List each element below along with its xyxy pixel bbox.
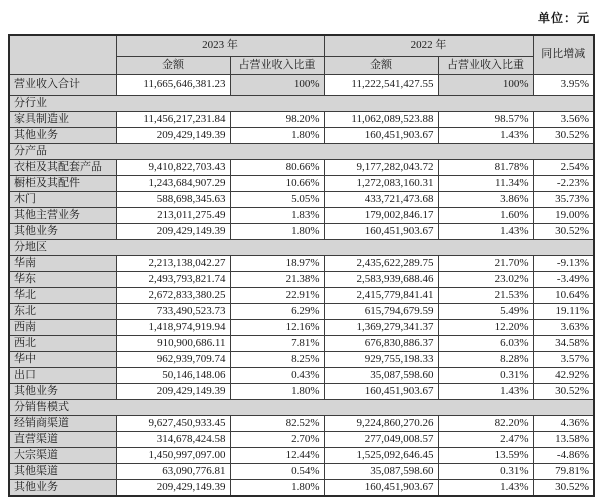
table-row	[9, 480, 594, 497]
row-label: 其他主营业务	[9, 208, 116, 224]
ratio-2023-cell: 10.66%	[230, 176, 324, 192]
ratio-2023-cell: 82.52%	[230, 416, 324, 432]
amount-2023-cell: 63,090,776.81	[116, 464, 230, 480]
ratio-2023-cell: 22.91%	[230, 288, 324, 304]
ratio-2023-cell: 12.16%	[230, 320, 324, 336]
ratio-2022-cell: 6.03%	[438, 336, 533, 352]
row-label: 木门	[9, 192, 116, 208]
ratio-2022-cell: 8.28%	[438, 352, 533, 368]
ratio-2022-cell: 1.43%	[438, 128, 533, 144]
amount-2022-cell: 160,451,903.67	[324, 384, 438, 400]
yoy-cell: 19.00%	[533, 208, 594, 224]
ratio-2023-cell: 1.83%	[230, 208, 324, 224]
ratio-2022-cell: 1.60%	[438, 208, 533, 224]
row-label: 其他渠道	[9, 464, 116, 480]
amount-2022-cell: 1,272,083,160.31	[324, 176, 438, 192]
amount-2023-cell: 962,939,709.74	[116, 352, 230, 368]
revenue-breakdown-table	[8, 34, 595, 497]
yoy-cell: 35.73%	[533, 192, 594, 208]
row-label: 家具制造业	[9, 112, 116, 128]
amount-2023-cell: 213,011,275.49	[116, 208, 230, 224]
ratio-2023-cell: 80.66%	[230, 160, 324, 176]
yoy-cell: 2.54%	[533, 160, 594, 176]
amount-2022-cell: 11,222,541,427.55	[324, 75, 438, 96]
table-row	[9, 336, 594, 352]
row-label: 华北	[9, 288, 116, 304]
yoy-cell: 3.56%	[533, 112, 594, 128]
ratio-2022-cell: 81.78%	[438, 160, 533, 176]
amount-2023-cell: 2,213,138,042.27	[116, 256, 230, 272]
amount-2023-cell: 910,900,686.11	[116, 336, 230, 352]
amount-2022-cell: 160,451,903.67	[324, 128, 438, 144]
year-2022-header: 2022 年	[324, 35, 533, 57]
ratio-2022-cell: 0.31%	[438, 368, 533, 384]
row-label: 东北	[9, 304, 116, 320]
amount-2023-cell: 9,627,450,933.45	[116, 416, 230, 432]
ratio-2023-cell: 7.81%	[230, 336, 324, 352]
amount-2023-cell: 1,418,974,919.94	[116, 320, 230, 336]
amount-2022-cell: 929,755,198.33	[324, 352, 438, 368]
ratio-2023-cell: 1.80%	[230, 224, 324, 240]
table-row	[9, 208, 594, 224]
section-row	[9, 144, 594, 160]
table-row	[9, 272, 594, 288]
amount-2022-cell: 1,525,092,646.45	[324, 448, 438, 464]
ratio-2022-cell: 11.34%	[438, 176, 533, 192]
row-label: 华东	[9, 272, 116, 288]
amount-2023-cell: 588,698,345.63	[116, 192, 230, 208]
amount-2023-cell: 209,429,149.39	[116, 224, 230, 240]
row-label: 其他业务	[9, 224, 116, 240]
table-row	[9, 304, 594, 320]
amount-2022-cell: 1,369,279,341.37	[324, 320, 438, 336]
amount-2023-header: 金额	[116, 57, 230, 75]
amount-2022-cell: 160,451,903.67	[324, 224, 438, 240]
row-label: 其他业务	[9, 480, 116, 497]
yoy-cell: -3.49%	[533, 272, 594, 288]
amount-2022-cell: 615,794,679.59	[324, 304, 438, 320]
section-header: 分地区	[9, 240, 594, 256]
ratio-2023-cell: 21.38%	[230, 272, 324, 288]
yoy-cell: 30.52%	[533, 128, 594, 144]
amount-2023-cell: 733,490,523.73	[116, 304, 230, 320]
yoy-cell: 42.92%	[533, 368, 594, 384]
amount-2022-cell: 2,435,622,289.75	[324, 256, 438, 272]
amount-2022-cell: 2,583,939,688.46	[324, 272, 438, 288]
amount-2022-cell: 11,062,089,523.88	[324, 112, 438, 128]
ratio-2023-cell: 0.54%	[230, 464, 324, 480]
ratio-2023-cell: 5.05%	[230, 192, 324, 208]
yoy-cell: 10.64%	[533, 288, 594, 304]
section-row	[9, 240, 594, 256]
amount-2023-cell: 50,146,148.06	[116, 368, 230, 384]
amount-2023-cell: 11,665,646,381.23	[116, 75, 230, 96]
section-header: 分产品	[9, 144, 594, 160]
ratio-2023-header: 占营业收入比重	[230, 57, 324, 75]
amount-2023-cell: 1,450,997,097.00	[116, 448, 230, 464]
table-row	[9, 464, 594, 480]
amount-2022-cell: 179,002,846.17	[324, 208, 438, 224]
table-row	[9, 368, 594, 384]
row-label: 出口	[9, 368, 116, 384]
corner-cell	[9, 35, 116, 75]
yoy-cell: -9.13%	[533, 256, 594, 272]
table-row	[9, 288, 594, 304]
section-row	[9, 400, 594, 416]
table-row	[9, 448, 594, 464]
ratio-2022-cell: 23.02%	[438, 272, 533, 288]
total-revenue-row	[9, 75, 594, 96]
ratio-2023-cell: 2.70%	[230, 432, 324, 448]
amount-2022-header: 金额	[324, 57, 438, 75]
section-row	[9, 96, 594, 112]
amount-2022-cell: 9,224,860,270.26	[324, 416, 438, 432]
yoy-cell: -2.23%	[533, 176, 594, 192]
table-row	[9, 224, 594, 240]
ratio-2022-cell: 82.20%	[438, 416, 533, 432]
row-label: 经销商渠道	[9, 416, 116, 432]
yoy-cell: 30.52%	[533, 224, 594, 240]
table-row	[9, 320, 594, 336]
table-row	[9, 160, 594, 176]
amount-2022-cell: 433,721,473.68	[324, 192, 438, 208]
table-row	[9, 432, 594, 448]
row-label: 其他业务	[9, 384, 116, 400]
row-label: 营业收入合计	[9, 75, 116, 96]
amount-2023-cell: 314,678,424.58	[116, 432, 230, 448]
yoy-cell: 19.11%	[533, 304, 594, 320]
ratio-2022-cell: 13.59%	[438, 448, 533, 464]
row-label: 其他业务	[9, 128, 116, 144]
ratio-2023-cell: 12.44%	[230, 448, 324, 464]
ratio-2023-cell: 1.80%	[230, 128, 324, 144]
ratio-2023-cell: 98.20%	[230, 112, 324, 128]
row-label: 橱柜及其配件	[9, 176, 116, 192]
yoy-cell: 13.58%	[533, 432, 594, 448]
ratio-2022-cell: 3.86%	[438, 192, 533, 208]
row-label: 衣柜及其配套产品	[9, 160, 116, 176]
row-label: 华中	[9, 352, 116, 368]
yoy-cell: -4.86%	[533, 448, 594, 464]
table-row	[9, 192, 594, 208]
ratio-2022-cell: 1.43%	[438, 224, 533, 240]
year-2023-header: 2023 年	[116, 35, 324, 57]
row-label: 西南	[9, 320, 116, 336]
section-header: 分行业	[9, 96, 594, 112]
yoy-cell: 3.95%	[533, 75, 594, 96]
ratio-2023-cell: 18.97%	[230, 256, 324, 272]
yoy-header: 同比增减	[533, 35, 594, 75]
amount-2023-cell: 209,429,149.39	[116, 480, 230, 497]
ratio-2023-cell: 8.25%	[230, 352, 324, 368]
row-label: 华南	[9, 256, 116, 272]
ratio-2023-cell: 6.29%	[230, 304, 324, 320]
ratio-2022-cell: 1.43%	[438, 384, 533, 400]
unit-label: 单位：元	[537, 11, 590, 25]
amount-2023-cell: 209,429,149.39	[116, 384, 230, 400]
table-row	[9, 384, 594, 400]
table-row	[9, 176, 594, 192]
amount-2023-cell: 209,429,149.39	[116, 128, 230, 144]
row-label: 大宗渠道	[9, 448, 116, 464]
yoy-cell: 3.57%	[533, 352, 594, 368]
ratio-2022-cell: 2.47%	[438, 432, 533, 448]
amount-2022-cell: 2,415,779,841.41	[324, 288, 438, 304]
ratio-2022-cell: 100%	[438, 75, 533, 96]
table-row	[9, 416, 594, 432]
yoy-cell: 3.63%	[533, 320, 594, 336]
amount-2022-cell: 9,177,282,043.72	[324, 160, 438, 176]
ratio-2022-cell: 21.53%	[438, 288, 533, 304]
amount-2022-cell: 277,049,008.57	[324, 432, 438, 448]
header-row-years	[9, 35, 594, 57]
ratio-2022-cell: 98.57%	[438, 112, 533, 128]
ratio-2022-cell: 21.70%	[438, 256, 533, 272]
ratio-2022-cell: 1.43%	[438, 480, 533, 497]
table-row	[9, 128, 594, 144]
section-header: 分销售模式	[9, 400, 594, 416]
yoy-cell: 30.52%	[533, 384, 594, 400]
table-row	[9, 256, 594, 272]
row-label: 直营渠道	[9, 432, 116, 448]
amount-2023-cell: 9,410,822,703.43	[116, 160, 230, 176]
ratio-2023-cell: 1.80%	[230, 384, 324, 400]
yoy-cell: 79.81%	[533, 464, 594, 480]
yoy-cell: 4.36%	[533, 416, 594, 432]
amount-2023-cell: 2,672,833,380.25	[116, 288, 230, 304]
yoy-cell: 30.52%	[533, 480, 594, 497]
amount-2023-cell: 11,456,217,231.84	[116, 112, 230, 128]
ratio-2022-cell: 0.31%	[438, 464, 533, 480]
amount-2022-cell: 160,451,903.67	[324, 480, 438, 497]
amount-2022-cell: 35,087,598.60	[324, 368, 438, 384]
ratio-2022-header: 占营业收入比重	[438, 57, 533, 75]
amount-2022-cell: 676,830,886.37	[324, 336, 438, 352]
table-row	[9, 352, 594, 368]
ratio-2022-cell: 12.20%	[438, 320, 533, 336]
ratio-2022-cell: 5.49%	[438, 304, 533, 320]
amount-2022-cell: 35,087,598.60	[324, 464, 438, 480]
ratio-2023-cell: 100%	[230, 75, 324, 96]
row-label: 西北	[9, 336, 116, 352]
table-row	[9, 112, 594, 128]
ratio-2023-cell: 1.80%	[230, 480, 324, 497]
ratio-2023-cell: 0.43%	[230, 368, 324, 384]
amount-2023-cell: 1,243,684,907.29	[116, 176, 230, 192]
yoy-cell: 34.58%	[533, 336, 594, 352]
amount-2023-cell: 2,493,793,821.74	[116, 272, 230, 288]
